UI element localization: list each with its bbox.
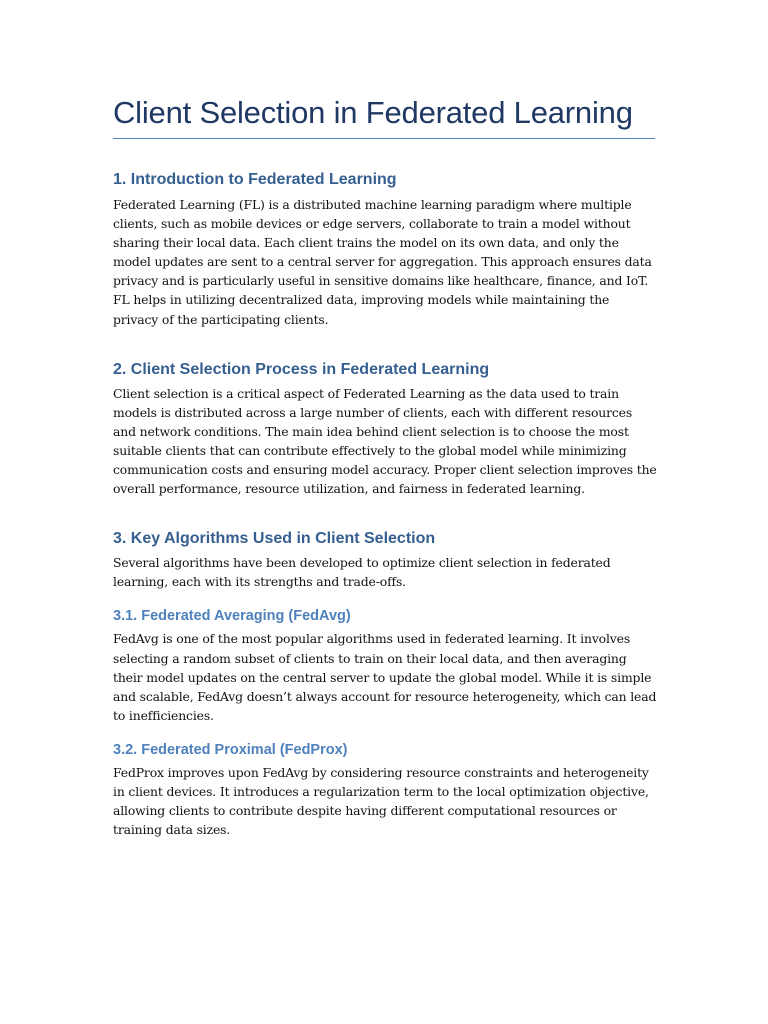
document-title: Client Selection in Federated Learning [113,95,633,130]
section-body-client-selection-process: Client selection is a critical aspect of Federated Learning as the data used to train models is distributed across a large number of clients, each with different resources and network conditions. The main idea behind client selection is to choose the most suitable clients that can contribute effectively to the global model while minimizing communication costs and ensuring model accuracy. Proper client selection improves the overall performance, resource utilization, and fairness in federated learning. [113,385,657,497]
subsection-heading-fedprox: 3.2. Federated Proximal (FedProx) [113,741,348,758]
subsection-body-fedprox: FedProx improves upon FedAvg by considering resource constraints and heterogeneity in client devices. It introduces a regularization term to the local optimization objective, allowing clients to contribute despite having different computational resources or training data sizes. [113,764,649,838]
section-body-key-algorithms: Several algorithms have been developed to optimize client selection in federated learning, each with its strengths and trade-offs. [113,555,611,590]
subsection-body-fedavg: FedAvg is one of the most popular algorithms used in federated learning. It involves selecting a random subset of clients to train on their local data, and then averaging their model updates on the central server to update the global model. While it is simple and scalable, FedAvg doesn’t always account for resource heterogeneity, which can lead to inefficiencies. [113,631,657,723]
title-divider [113,138,655,139]
section-heading-client-selection-process: 2. Client Selection Process in Federated Learning [113,360,490,378]
section-heading-introduction: 1. Introduction to Federated Learning [113,171,397,188]
subsection-heading-fedavg: 3.1. Federated Averaging (FedAvg) [113,608,351,625]
section-heading-key-algorithms: 3. Key Algorithms Used in Client Selection [113,530,436,548]
section-body-introduction: Federated Learning (FL) is a distributed machine learning paradigm where multiple clients, such as mobile devices or edge servers, collaborate to train a model without sharing their local data. Each client trains the model on its own data, and only the model updates are sent to a central server for aggregation. This approach ensures data privacy and is particularly useful in sensitive domains like healthcare, finance, and IoT. FL helps in utilizing decentralized data, improving models while maintaining the privacy of the participating clients. [113,197,652,327]
document-page [113,90,657,839]
